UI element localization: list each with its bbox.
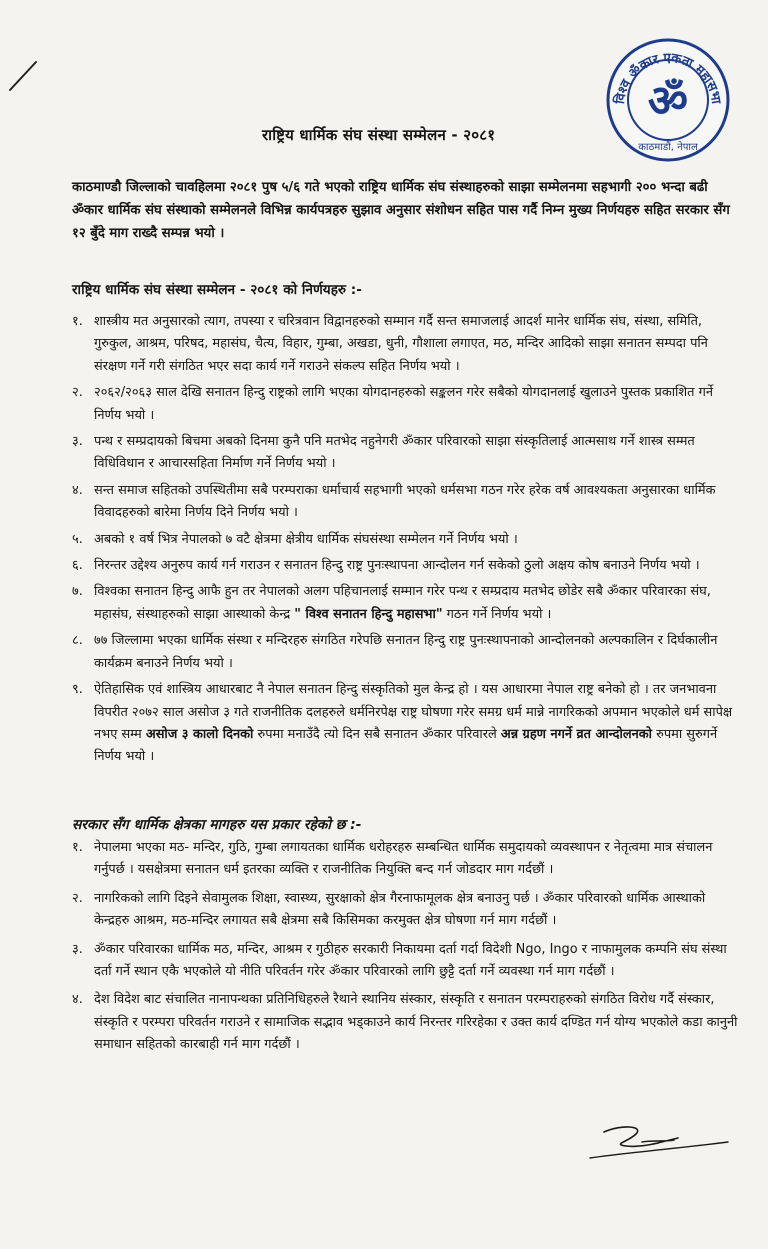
decision-item [72, 630, 740, 675]
demand-item [72, 837, 740, 882]
demand-item [72, 939, 740, 984]
demand-item [72, 989, 740, 1056]
decision-item [72, 581, 740, 626]
demand-text: ॐकार परिवारका धार्मिक मठ, मन्दिर, आश्रम र गुठीहरु सरकारी निकायमा दर्ता गर्दा विदेशी Ngo, Ingo र नाफामुलक कम्पनि संघ संस्था दर्ता गर्ने स्थान एकै भएकोले यो नीति परिवर्तन गरेर ॐकार परिवारको लागि छुट्टै दर्ता गर्ने व्यवस्था गर्न माग गर्दछौं । [94, 941, 727, 980]
demand-item [72, 888, 740, 933]
om-symbol: ॐ [647, 76, 689, 127]
decision-item [72, 555, 740, 577]
demand-number: ४. [72, 992, 83, 1008]
decision-number: ८. [72, 633, 83, 649]
decision-number: ९. [72, 682, 83, 698]
demand-text: नेपालमा भएका मठ- मन्दिर, गुठि, गुम्बा लगायतका धार्मिक धरोहरहरु सम्बन्धित धार्मिक समुदायको व्यवस्थापन र नेतृत्वमा मात्र संचालन गर्नुपर्छ । यसक्षेत्रमा सनातन धर्म इतरका व्यक्ति र राजनीतिक नियुक्ति बन्द गर्न जोडदार माग गर्दछौं । [94, 840, 713, 878]
decision-item [72, 529, 740, 551]
decision-text: निरन्तर उद्देश्य अनुरुप कार्य गर्न गराउन र सनातन हिन्दु राष्ट्र पुनःस्थापना आन्दोलन गर्न सकेको ठुलो अक्षय कोष बनाउने निर्णय भयो । [94, 558, 700, 574]
demand-number: १. [72, 840, 83, 855]
decisions-list [72, 311, 740, 773]
decision-text: रुपमा मनाउँदै त्यो दिन सबै सनातन ॐकार परिवारले [257, 726, 497, 742]
decision-text: ऐतिहासिक एवं शास्त्रिय आधारबाट नै नेपाल सनातन हिन्दु संस्कृतिको मुल केन्द्र हो । यस आधारमा नेपाल राष्ट्र बनेको हो । तर जनभावना विपरीत २०७२ साल असोज ३ गते राजनीतिक दलहरुले धर्मनिरपेक्ष राष्ट्र घोषणा गरेर समग्र धर्म मान्ने नागरिकको अपमान भएकोले धर्म सापेक्ष नभए सम्म [94, 682, 733, 742]
organization-seal [604, 36, 732, 164]
decision-text: विश्वका सनातन हिन्दु आफै हुन तर नेपालको अलग पहिचानलाई सम्मान गरेर पन्थ र सम्प्रदाय मतभेद छोडेर सबै ॐकार परिवारका संघ, महासंघ, संस्थाहरुको साझा आस्थाको केन्द्र [94, 584, 711, 622]
seal-bottom-text: काठमाडौं, नेपाल [638, 142, 698, 153]
decision-item [72, 431, 740, 476]
decision-item [72, 480, 740, 525]
demand-number: २. [72, 890, 83, 906]
document-title: राष्ट्रिय धार्मिक संघ संस्था सम्मेलन - २०८१ [262, 126, 496, 144]
decision-text: गठन गर्ने निर्णय भयो । [446, 606, 552, 622]
decision-text: २०६२/२०६३ साल देखि सनातन हिन्दु राष्ट्रको लागि भएका योगदानहरुको सङ्कलन गरेर सबैको योगदानलाई खुलाउने पुस्तक प्रकाशित गर्ने निर्णय भयो । [94, 385, 714, 423]
decision-number: ७. [72, 584, 83, 600]
decision-item [72, 679, 740, 769]
decision-bold-text: " विश्व सनातन हिन्दु महासभा" [294, 606, 443, 622]
pen-stroke-mark [6, 58, 40, 94]
demands-heading: सरकार सँग धार्मिक क्षेत्रका मागहरु यस प्रकार रहेको छ :- [72, 817, 362, 833]
decisions-heading: राष्ट्रिय धार्मिक संघ संस्था सम्मेलन - २०८१ को निर्णयहरु :- [72, 282, 362, 298]
decision-text: अबको १ वर्ष भित्र नेपालको ७ वटै क्षेत्रमा क्षेत्रीय धार्मिक संघसंस्था सम्मेलन गर्ने निर्णय भयो । [94, 531, 518, 547]
decision-number: १. [72, 314, 83, 329]
decision-item [72, 382, 740, 427]
intro-paragraph: काठमाण्डौ जिल्लाको चावहिलमा २०८१ पुष ५/६ गते भएको राष्ट्रिय धार्मिक संघ संस्थाहरुको साझा सम्मेलनमा सहभागी २०० भन्दा बढी ॐकार धार्मिक संघ संस्थाको सम्मेलनले विभिन्न कार्यपत्रहरु सुझाव अनुसार संशोधन सहित पास गर्दै निम्न मुख्य निर्णयहरु सहित सरकार सँग १२ बुँदे माग राख्दै सम्पन्न भयो । [72, 180, 730, 241]
demands-list [72, 837, 740, 1063]
demand-number: ३. [72, 941, 83, 957]
demand-text: नागरिकको लागि दिइने सेवामुलक शिक्षा, स्वास्थ्य, सुरक्षाको क्षेत्र गैरनाफामूलक क्षेत्र बनाउनु पर्छ । ॐकार परिवारको धार्मिक आस्थाको केन्द्रहरु आश्रम, मठ-मन्दिर लगायत सबै क्षेत्रमा सबै किसिमका करमुक्त क्षेत्र घोषणा गर्न माग गर्दछौं । [94, 890, 706, 929]
seal-ring-text: विश्व ॐकार एकता महासभा [612, 50, 724, 106]
decision-number: २. [72, 385, 83, 401]
decision-number: ३. [72, 434, 83, 450]
decision-text: सन्त समाज सहितको उपस्थितीमा सबै परम्पराका धर्माचार्य सहभागी भएको धर्मसभा गठन गरेर हरेक वर्ष आवश्यकता अनुसारका धार्मिक विवादहरुको बारेमा निर्णय दिने निर्णय भयो । [94, 482, 716, 521]
decision-bold-text: अन्न ग्रहण नगर्ने व्रत आन्दोलनको [500, 726, 652, 742]
decision-text: ७७ जिल्लामा भएका धार्मिक संस्था र मन्दिरहरु संगठित गरेपछि सनातन हिन्दु राष्ट्र पुनःस्थापनाको आन्दोलनको अल्पकालिन र दिर्घकालीन कार्यक्रम बनाउने निर्णय भयो । [94, 633, 718, 671]
decision-text: रुपमा सुरुगर्ने निर्णय भयो । [94, 726, 718, 765]
decision-item [72, 311, 740, 378]
demand-text: देश विदेश बाट संचालित नानापन्थका प्रतिनिधिहरुले रैथाने स्थानिय संस्कार, संस्कृति र सनातन परम्पराहरुको संगठित विरोध गर्दै संस्कार, संस्कृति र परम्परा परिवर्तन गराउने र सामाजिक सद्भाव भड्काउने कार्य निरन्तर गरिरहेका र उक्त कार्य दण्डित गर्न योग्य भएकोले कडा कानुनी समाधान सहितको कारबाही गर्न माग गर्दछौं । [94, 992, 738, 1053]
decision-text: शास्त्रीय मत अनुसारको त्याग, तपस्या र चरित्रवान विद्वानहरुको सम्मान गर्दै सन्त समाजलाई आदर्श मानेर धार्मिक संघ, संस्था, समिति, गुरुकुल, आश्रम, परिषद, महासंघ, चैत्य, विहार, गुम्बा, अखडा, धुनी, गौशाला लगाएत, मठ, मन्दिर आदिको साझा सनातन सम्पदा पनि संरक्षण गर्ने गरी संगठित भएर सदा कार्य गर्ने गराउने संकल्प सहित निर्णय भयो । [94, 314, 708, 374]
decision-number: ६. [72, 558, 83, 574]
decision-text: पन्थ र सम्प्रदायको बिचमा अबको दिनमा कुनै पनि मतभेद नहुनेगरी ॐकार परिवारको साझा संस्कृतिलाई आत्मसाथ गर्ने शास्त्र सम्मत विधिविधान र आचारसहिता निर्माण गर्ने निर्णय भयो । [94, 434, 695, 472]
decision-number: ५. [72, 531, 83, 547]
handwritten-signature [582, 1112, 732, 1164]
decision-bold-text: असोज ३ कालो दिनको [145, 726, 254, 742]
decision-number: ४. [72, 482, 83, 498]
